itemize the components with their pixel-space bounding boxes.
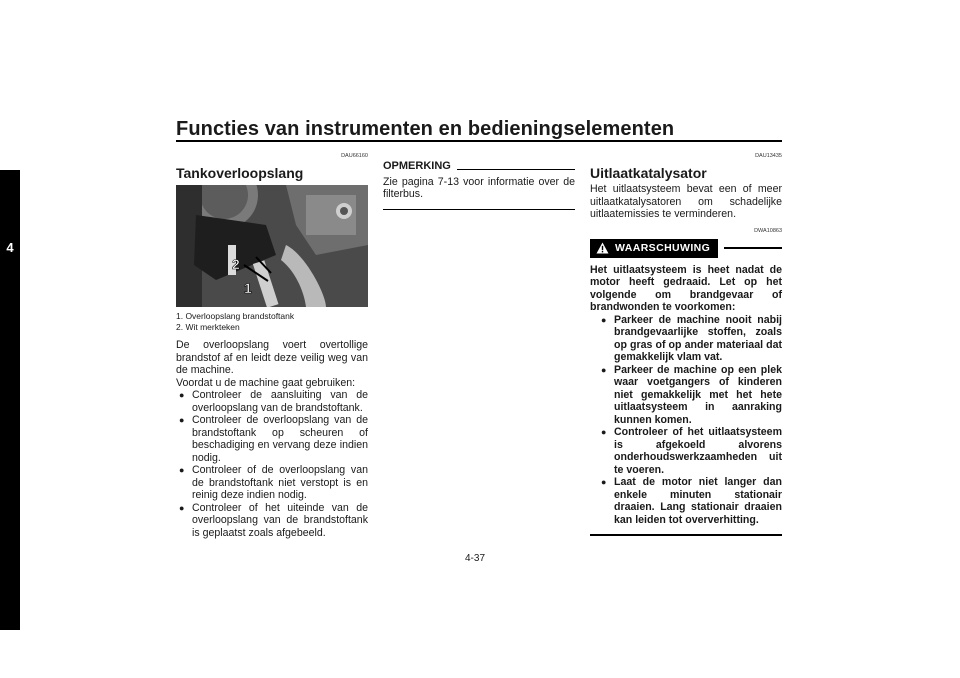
warning-end-rule [590,534,782,536]
note-heading-rule [457,169,575,170]
chapter-number: 4 [6,240,14,255]
figure-photo [176,185,368,307]
warning-list-item: ● Parkeer de machine nooit nabij brandgevaarlijke stoffen, zoals op gras of op ander materiaal dat gemakkelijk vlam vat. [598,314,782,364]
warning-header [590,239,782,258]
note-heading-row [383,160,575,173]
middle-column [383,160,575,210]
warning-intro: Het uitlaatsysteem is heet nadat de motor heeft gedraaid. Let op het volgende om brandgevaar of brandwonden te voorkomen: [590,263,782,313]
section-code: DAU13435 [755,153,782,159]
body-paragraph: Het uitlaatsysteem bevat een of meer uitlaatkatalysatoren om schadelijke uitlaatemissies te verminderen. [590,183,782,220]
left-column [176,150,368,539]
figure-callout-2: 2 [232,256,240,272]
warning-list-item: ● Controleer of het uitlaatsysteem is afgekoeld alvorens onderhoudswerkzaamheden uit te voeren. [598,426,782,476]
list-item: ● Controleer de aansluiting van de overloopslang van de brandstoftank. [176,389,368,414]
caption-item: 1. Overloopslang brandstoftank [176,311,295,321]
warning-header-rule [724,247,782,249]
warning-list-item: ● Laat de motor niet langer dan enkele minuten stationair draaien. Lang stationair draaien kan leiden tot oververhitting. [598,476,782,526]
motorcycle-fuel-tank-photo [176,185,368,307]
warning-code: DWA10863 [754,227,782,234]
caption-item: 2. Wit merkteken [176,322,240,332]
page-header-title: Functies van instrumenten en bedieningselementen [176,118,675,140]
section-code: DAU66160 [341,153,368,159]
figure-callout-1: 1 [244,280,252,296]
header-rule [176,140,782,142]
warning-triangle-icon [596,242,609,254]
note-text: Zie pagina 7-13 voor informatie over de filterbus. [383,175,575,200]
warning-badge [590,239,718,258]
note-end-rule [383,209,575,210]
figure-captions [176,311,368,333]
body-paragraph: De overloopslang voert overtollige brandstof af en leidt deze veilig weg van de machine. [176,339,368,376]
chapter-tab [0,170,20,630]
page-number: 4-37 [465,553,486,564]
body-paragraph: Voordat u de machine gaat gebruiken: [176,376,356,389]
warning-label: WAARSCHUWING [615,242,711,254]
list-item: ● Controleer de overloopslang van de brandstoftank op scheuren of beschadiging en vervang deze indien nodig. [176,414,368,464]
section-heading: Uitlaatkatalysator [590,164,707,181]
section-heading: Tankoverloopslang [176,164,304,181]
list-item: ● Controleer of het uiteinde van de overloopslang van de brandstoftank is geplaatst zoals afgebeeld. [176,502,368,540]
check-list [176,389,368,539]
list-item: ● Controleer of de overloopslang van de brandstoftank niet verstopt is en reinig deze indien nodig. [176,464,368,502]
right-column [590,150,782,536]
warning-list-item: ● Parkeer de machine op een plek waar voetgangers of kinderen niet gemakkelijk met het hete uitlaatsysteem in aanraking kunnen komen. [598,364,782,427]
warning-list [598,314,782,527]
note-heading: OPMERKING [383,160,451,172]
